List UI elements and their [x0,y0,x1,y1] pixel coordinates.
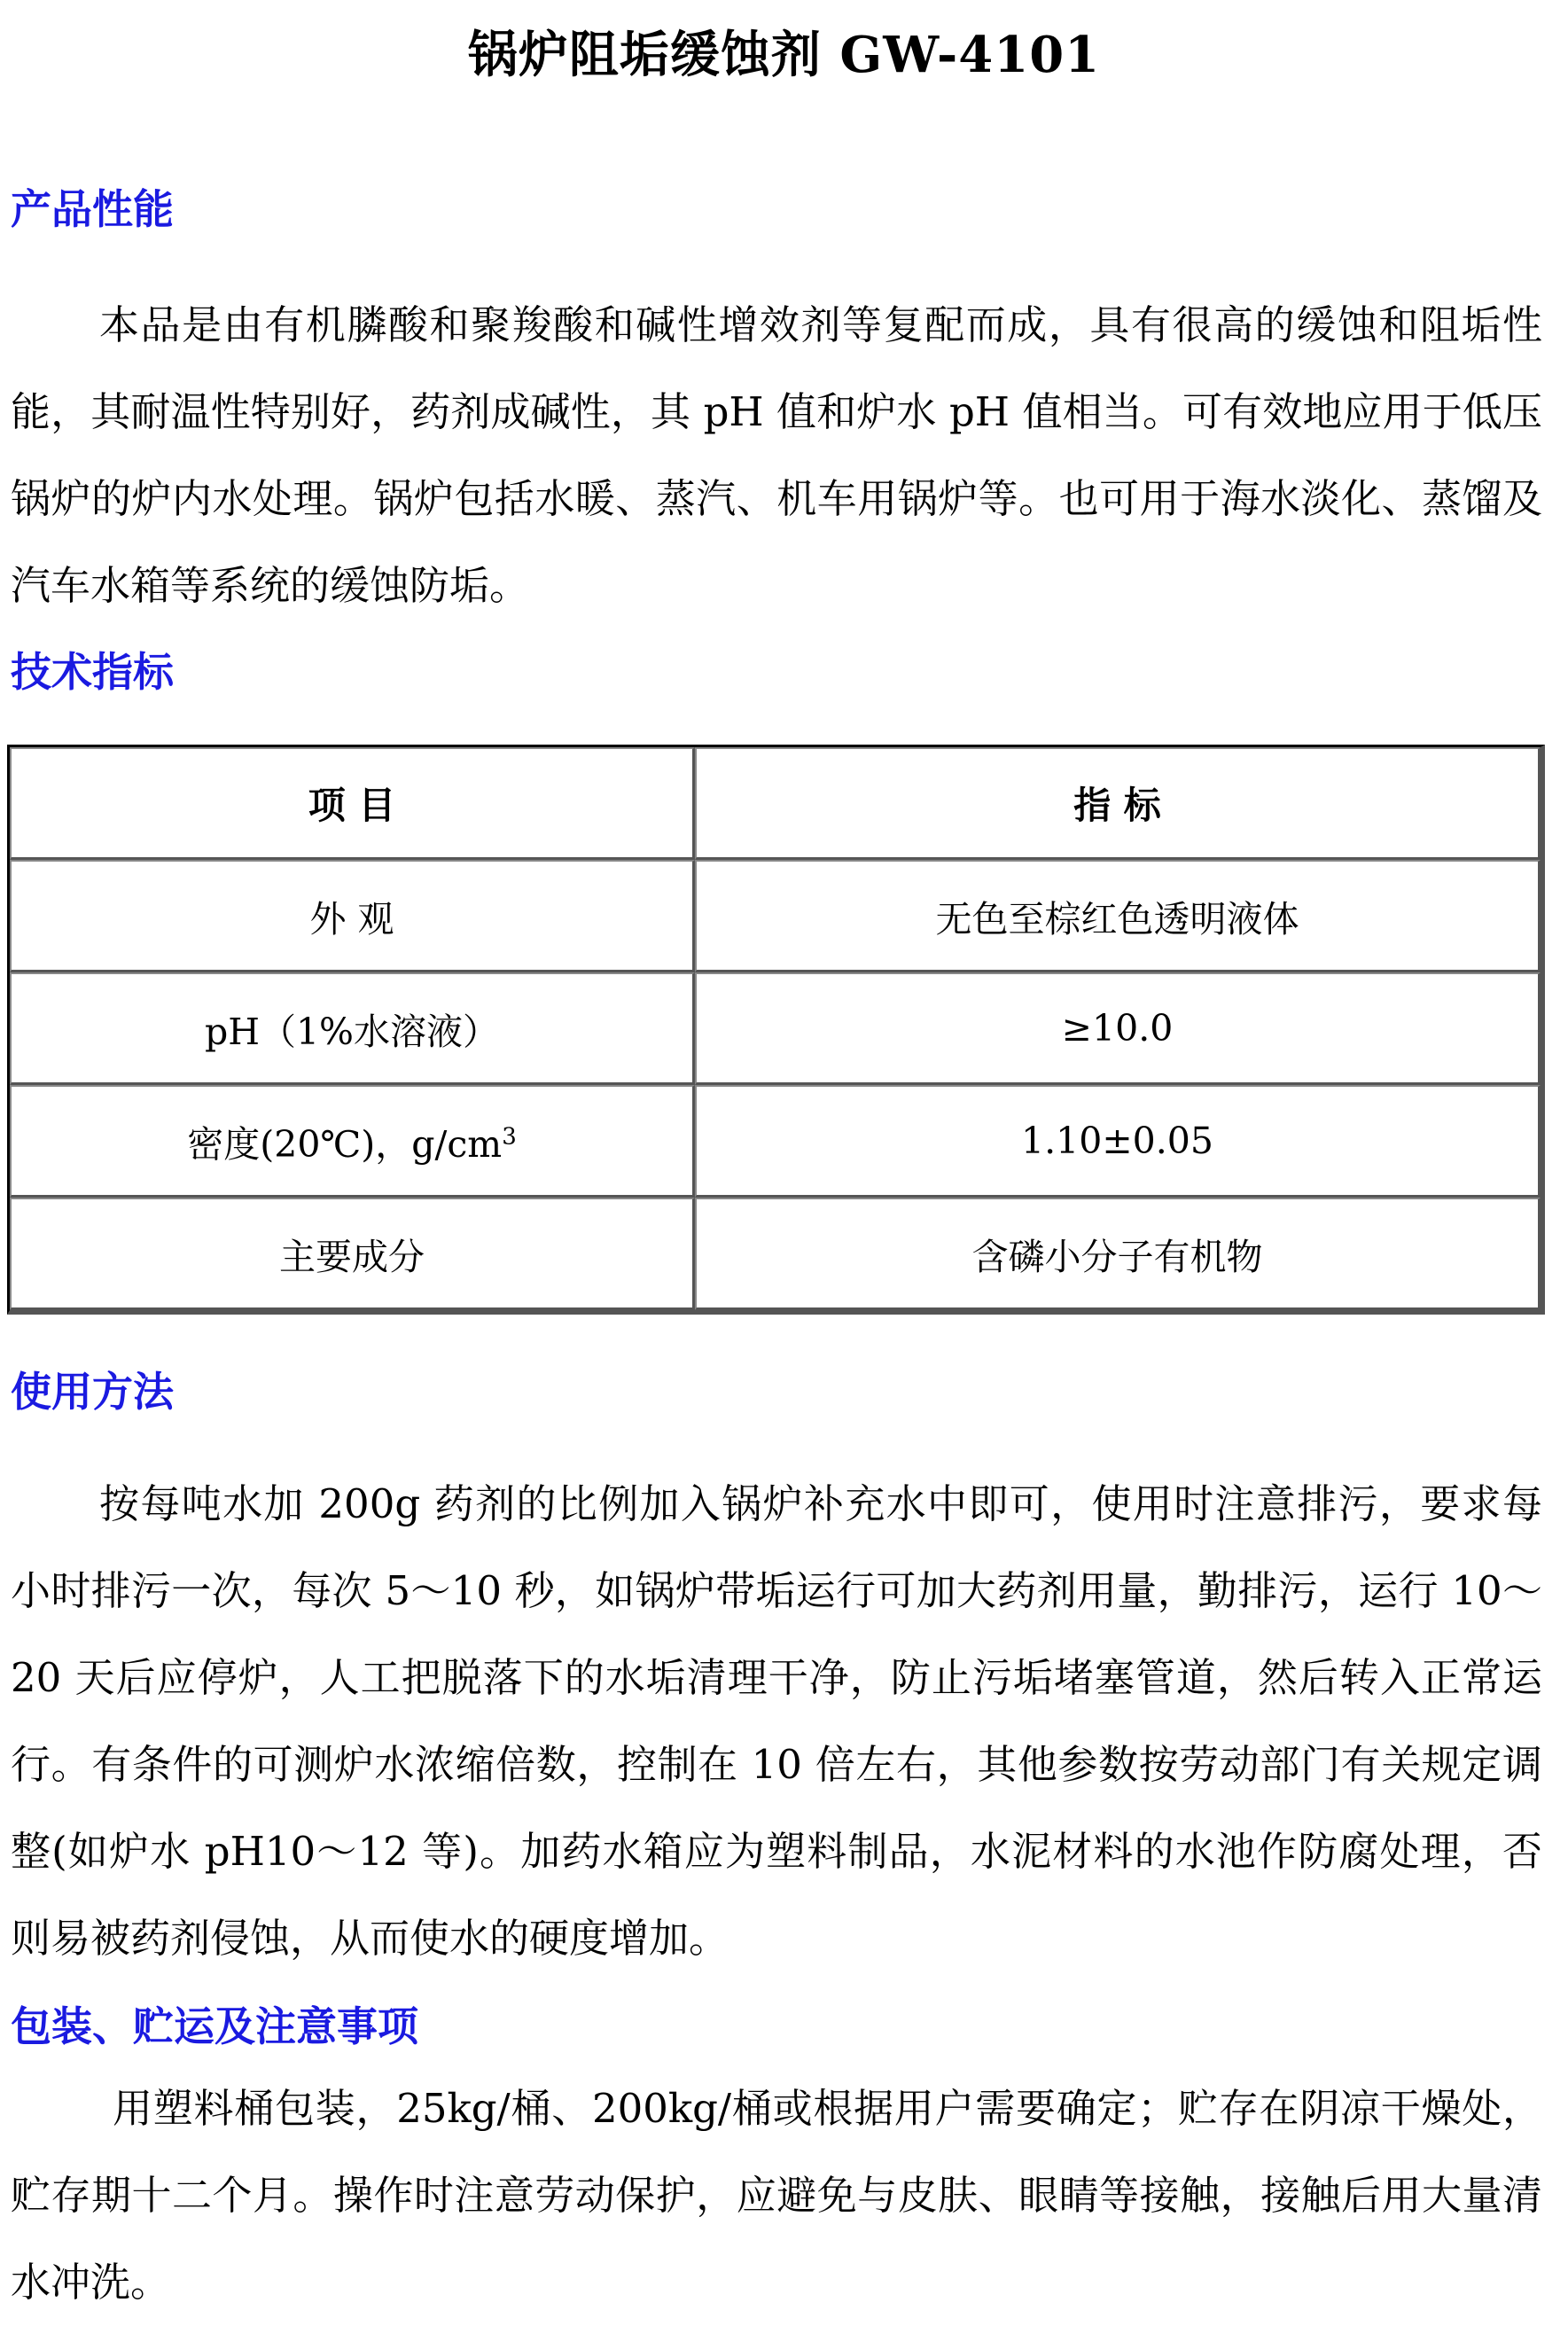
spec-table [7,745,1545,1315]
heading-usage: 使用方法 [11,1368,174,1416]
spec-table-header-row [10,747,1541,860]
spec-value-density: 1.10±0.05 [695,1085,1541,1198]
table-row [10,1085,1541,1198]
heading-packaging-storage: 包装、贮运及注意事项 [11,2002,418,2050]
spec-item-density-label: 密度(20℃)，g/cm [187,1122,503,1166]
spec-item-density [10,1085,695,1198]
spec-value-ph: ≥10.0 [695,972,1541,1085]
spec-item-appearance: 外 观 [10,860,695,972]
spec-item-composition: 主要成分 [10,1198,695,1310]
packaging-paragraph: 用塑料桶包装，25kg/桶、200kg/桶或根据用户需要确定；贮存在阴凉干燥处，贮存期十二个月。操作时注意劳动保护，应避免与皮肤、眼睛等接触，接触后用大量清水冲洗。 [11,2085,1542,2306]
heading-technical-specs: 技术指标 [11,648,174,696]
spec-header-item: 项 目 [10,747,695,860]
usage-paragraph: 按每吨水加 200g 药剂的比例加入锅炉补充水中即可，使用时注意排污，要求每小时排污一次，每次 5～10 秒，如锅炉带垢运行可加大药剂用量，勤排污，运行 10～20 天后应停炉，人工把脱落下的水垢清理干净，防止污垢堵塞管道，然后转入正常运行。有条件的可测炉水浓缩倍数，控制在 10 倍左右，其他参数按劳动部门有关规定调整(如炉水 pH10～12 等)。加药水箱应为塑料制品，水泥材料的水池作防腐处理，否则易被药剂侵蚀，从而使水的硬度增加。 [11,1480,1542,1962]
heading-product-performance: 产品性能 [11,185,174,233]
spec-item-ph: pH（1%水溶液） [10,972,695,1085]
spec-value-appearance: 无色至棕红色透明液体 [695,860,1541,972]
performance-paragraph: 本品是由有机膦酸和聚羧酸和碱性增效剂等复配而成，具有很高的缓蚀和阻垢性能，其耐温性特别好，药剂成碱性，其 pH 值和炉水 pH 值相当。可有效地应用于低压锅炉的炉内水处理。锅炉包括水暖、蒸汽、机车用锅炉等。也可用于海水淡化、蒸馏及汽车水箱等系统的缓蚀防垢。 [11,301,1542,609]
density-unit-superscript: 3 [502,1122,517,1150]
document-title: 锅炉阻垢缓蚀剂 GW-4101 [467,26,1101,84]
table-row [10,860,1541,972]
spec-value-composition: 含磷小分子有机物 [695,1198,1541,1310]
spec-header-value: 指 标 [695,747,1541,860]
table-row [10,1198,1541,1310]
table-row [10,972,1541,1085]
